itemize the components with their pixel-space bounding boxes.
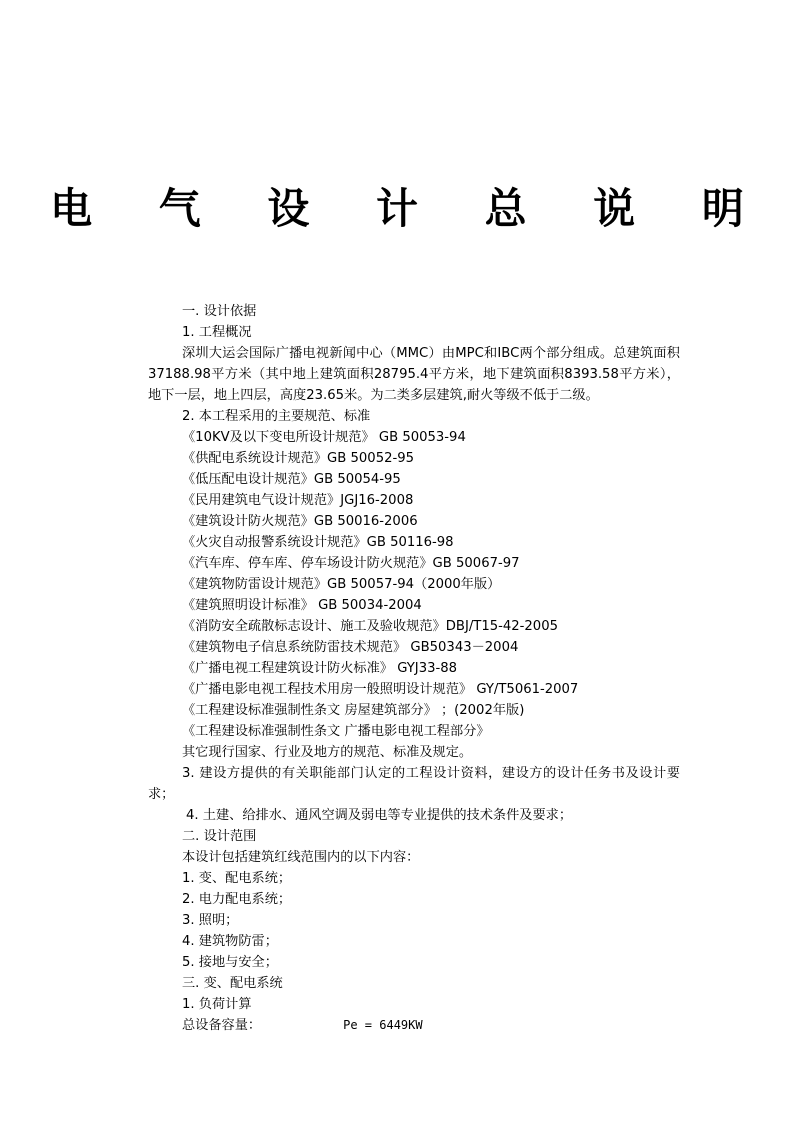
subsection-heading-standards: 2. 本工程采用的主要规范、标准: [182, 409, 371, 424]
design-data-text: 3. 建设方提供的有关职能部门认定的工程设计资料，建设方的设计任务书及设计要求；: [148, 766, 680, 802]
section-heading-power-distribution: 三. 变、配电系统: [182, 976, 283, 991]
scope-item: 3. 照明；: [182, 913, 239, 928]
standard-item: 《消防安全疏散标志设计、施工及验收规范》DBJ/T15-42-2005: [182, 619, 558, 634]
standard-item: 《工程建设标准强制性条文 房屋建筑部分》 ；(2002年版): [182, 703, 525, 718]
page-title: 电 气 设 计 总 说 明: [50, 184, 770, 233]
standard-item: 《广播电影电视工程技术用房一般照明设计规范》 GY/T5061-2007: [182, 682, 579, 697]
standard-item: 《供配电系统设计规范》GB 50052-95: [182, 451, 415, 466]
load-label: 总设备容量：: [182, 1018, 262, 1033]
standard-item: 其它现行国家、行业及地方的规范、标准及规定。: [182, 745, 473, 760]
load-value: Pe = 6449KW: [343, 1018, 423, 1032]
standard-item: 《10KV及以下变电所设计规范》 GB 50053-94: [182, 430, 466, 445]
subsection-heading-load-calculation: 1. 负荷计算: [182, 997, 252, 1012]
scope-item: 1. 变、配电系统；: [182, 871, 292, 886]
scope-item: 2. 电力配电系统；: [182, 892, 292, 907]
standard-item: 《工程建设标准强制性条文 广播电影电视工程部分》: [182, 724, 490, 739]
subsection-heading-project-overview: 1. 工程概况: [182, 325, 252, 340]
standard-item: 《建筑物防雷设计规范》GB 50057-94（2000年版）: [182, 577, 501, 592]
section-heading-design-scope: 二. 设计范围: [182, 829, 257, 844]
standard-item: 《建筑物电子信息系统防雷技术规范》 GB50343－2004: [182, 640, 519, 655]
standard-item: 《建筑照明设计标准》 GB 50034-2004: [182, 598, 422, 613]
standard-item: 《汽车库、停车库、停车场设计防火规范》GB 50067-97: [182, 556, 520, 571]
section-heading-design-basis: 一. 设计依据: [182, 304, 257, 319]
document-body: [148, 301, 680, 1036]
technical-conditions-text: 4. 土建、给排水、通风空调及弱电等专业提供的技术条件及要求；: [186, 808, 573, 823]
standard-item: 《火灾自动报警系统设计规范》GB 50116-98: [182, 535, 454, 550]
standard-item: 《低压配电设计规范》GB 50054-95: [182, 472, 401, 487]
standard-item: 《建筑设计防火规范》GB 50016-2006: [182, 514, 418, 529]
design-scope-intro: 本设计包括建筑红线范围内的以下内容：: [182, 850, 420, 865]
load-calculation-line: [148, 1015, 680, 1036]
scope-item: 4. 建筑物防雷；: [182, 934, 278, 949]
project-overview-text: 深圳大运会国际广播电视新闻中心（MMC）由MPC和IBC两个部分组成。总建筑面积37188.98平方米（其中地上建筑面积28795.4平方米，地下建筑面积8393.58平方米），地下一层，地上四层，高度23.65米。为二类多层建筑,耐火等级不低于二级。: [148, 346, 680, 403]
standard-item: 《广播电视工程建筑设计防火标准》 GYJ33-88: [182, 661, 458, 676]
standard-item: 《民用建筑电气设计规范》JGJ16-2008: [182, 493, 414, 508]
scope-item: 5. 接地与安全；: [182, 955, 278, 970]
